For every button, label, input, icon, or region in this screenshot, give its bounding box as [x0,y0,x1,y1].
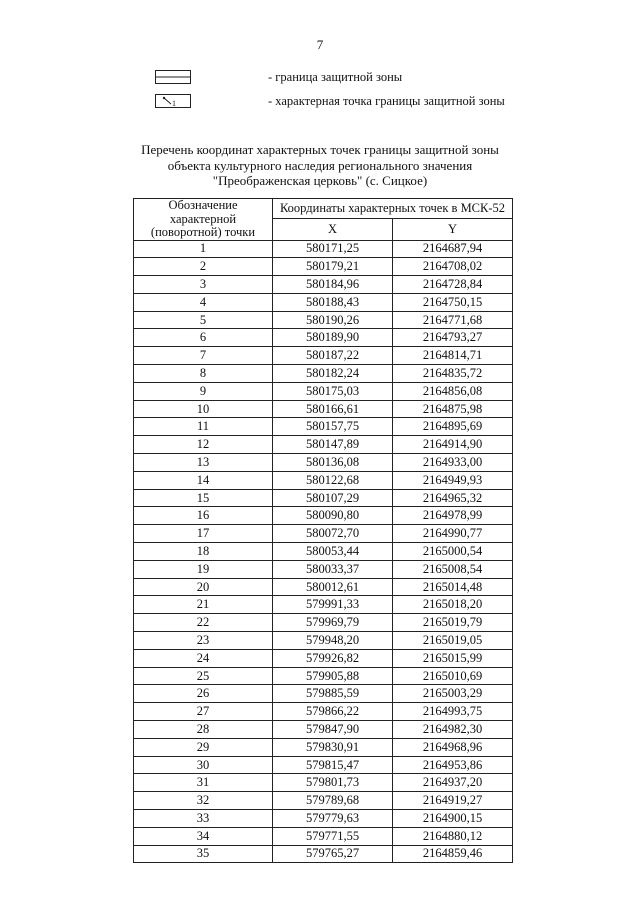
x-coordinate-cell: 579815,47 [273,756,393,774]
table-row [134,614,513,632]
table-row [134,276,513,294]
y-coordinate-cell: 2164895,69 [393,418,513,436]
y-coordinate-cell: 2164968,96 [393,738,513,756]
x-coordinate-cell: 580189,90 [273,329,393,347]
x-coordinate-cell: 579926,82 [273,649,393,667]
y-coordinate-cell: 2164953,86 [393,756,513,774]
page-number: 7 [316,37,324,52]
y-coordinate-cell: 2164856,08 [393,382,513,400]
table-row [134,382,513,400]
point-number-cell: 14 [134,471,273,489]
x-coordinate-cell: 579847,90 [273,721,393,739]
point-number-cell: 3 [134,276,273,294]
point-number-cell: 21 [134,596,273,614]
table-row [134,560,513,578]
x-coordinate-cell: 579885,59 [273,685,393,703]
x-coordinate-cell: 580179,21 [273,258,393,276]
x-coordinate-cell: 580122,68 [273,471,393,489]
point-number-cell: 27 [134,703,273,721]
x-coordinate-cell: 579969,79 [273,614,393,632]
point-number-cell: 6 [134,329,273,347]
x-coordinate-cell: 580033,37 [273,560,393,578]
point-number-cell: 2 [134,258,273,276]
y-coordinate-cell: 2165018,20 [393,596,513,614]
y-coordinate-cell: 2164965,32 [393,489,513,507]
point-number-cell: 20 [134,578,273,596]
table-body [134,240,513,863]
point-number-cell: 9 [134,382,273,400]
table-row [134,507,513,525]
x-coordinate-cell: 580190,26 [273,311,393,329]
table-row [134,721,513,739]
table-row [134,293,513,311]
y-coordinate-cell: 2164914,90 [393,436,513,454]
x-coordinate-cell: 580187,22 [273,347,393,365]
point-number-cell: 25 [134,667,273,685]
table-row [134,685,513,703]
y-coordinate-cell: 2164949,93 [393,471,513,489]
x-coordinate-cell: 580053,44 [273,543,393,561]
heading-line-3: "Преображенская церковь" (с. Сицкое) [212,173,428,188]
point-number-cell: 31 [134,774,273,792]
x-coordinate-cell: 579789,68 [273,792,393,810]
heading-line-2: объекта культурного наследия регионального значения [167,157,473,173]
y-coordinate-cell: 2165015,99 [393,649,513,667]
point-number-cell: 33 [134,810,273,828]
table-row [134,240,513,258]
table-row [134,258,513,276]
point-number-cell: 11 [134,418,273,436]
table-row [134,792,513,810]
y-coordinate-cell: 2164900,15 [393,810,513,828]
point-number-cell: 5 [134,311,273,329]
table-row [134,578,513,596]
x-coordinate-cell: 580175,03 [273,382,393,400]
y-coordinate-cell: 2165019,05 [393,632,513,650]
point-number-cell: 4 [134,293,273,311]
x-coordinate-cell: 579948,20 [273,632,393,650]
table-row [134,667,513,685]
y-coordinate-cell: 2164982,30 [393,721,513,739]
y-coordinate-cell: 2165019,79 [393,614,513,632]
x-coordinate-cell: 580090,80 [273,507,393,525]
y-coordinate-cell: 2164771,68 [393,311,513,329]
table-row [134,649,513,667]
table-row [134,418,513,436]
boundary-line-icon [155,70,191,83]
point-number-cell: 1 [134,240,273,258]
header-y: Y [393,218,513,240]
x-coordinate-cell: 580188,43 [273,293,393,311]
table-row [134,311,513,329]
legend-item-point [0,94,640,110]
point-number-cell: 10 [134,400,273,418]
point-number-cell: 26 [134,685,273,703]
table-row [134,845,513,863]
table-row [134,703,513,721]
point-number-cell: 29 [134,738,273,756]
table-row [134,525,513,543]
x-coordinate-cell: 580166,61 [273,400,393,418]
table-row [134,596,513,614]
y-coordinate-cell: 2165003,29 [393,685,513,703]
table-row [134,756,513,774]
y-coordinate-cell: 2164708,02 [393,258,513,276]
y-coordinate-cell: 2165014,48 [393,578,513,596]
legend-text-point: - характерная точка границы защитной зоны [268,94,505,108]
point-number-cell: 28 [134,721,273,739]
x-coordinate-cell: 580157,75 [273,418,393,436]
x-coordinate-cell: 579765,27 [273,845,393,863]
point-number-cell: 7 [134,347,273,365]
y-coordinate-cell: 2165008,54 [393,560,513,578]
point-symbol-label: 1 [172,99,176,108]
y-coordinate-cell: 2165010,69 [393,667,513,685]
point-number-cell: 35 [134,845,273,863]
y-coordinate-cell: 2164990,77 [393,525,513,543]
header-coordinates: Координаты характерных точек в МСК-52 [273,199,513,219]
y-coordinate-cell: 2164933,00 [393,454,513,472]
table-row [134,774,513,792]
table-row [134,632,513,650]
heading-line-1: Перечень координат характерных точек границы защитной зоны [141,142,499,157]
point-number-cell: 34 [134,827,273,845]
x-coordinate-cell: 580012,61 [273,578,393,596]
table-row [134,827,513,845]
y-coordinate-cell: 2164978,99 [393,507,513,525]
point-number-cell: 24 [134,649,273,667]
y-coordinate-cell: 2165000,54 [393,543,513,561]
x-coordinate-cell: 580107,29 [273,489,393,507]
point-number-cell: 19 [134,560,273,578]
document-heading [0,142,640,189]
table-row [134,471,513,489]
table-row [134,329,513,347]
x-coordinate-cell: 579830,91 [273,738,393,756]
y-coordinate-cell: 2164993,75 [393,703,513,721]
table-row [134,454,513,472]
y-coordinate-cell: 2164875,98 [393,400,513,418]
x-coordinate-cell: 579779,63 [273,810,393,828]
x-coordinate-cell: 580171,25 [273,240,393,258]
y-coordinate-cell: 2164728,84 [393,276,513,294]
point-number-cell: 32 [134,792,273,810]
table-row [134,810,513,828]
table-row [134,738,513,756]
point-number-cell: 22 [134,614,273,632]
point-number-cell: 30 [134,756,273,774]
coordinates-table [133,198,513,863]
legend-text-boundary: - граница защитной зоны [268,70,403,84]
table-row [134,365,513,383]
y-coordinate-cell: 2164687,94 [393,240,513,258]
y-coordinate-cell: 2164793,27 [393,329,513,347]
point-number-cell: 8 [134,365,273,383]
table-row [134,543,513,561]
x-coordinate-cell: 579866,22 [273,703,393,721]
y-coordinate-cell: 2164937,20 [393,774,513,792]
y-coordinate-cell: 2164814,71 [393,347,513,365]
point-number-cell: 12 [134,436,273,454]
x-coordinate-cell: 580184,96 [273,276,393,294]
x-coordinate-cell: 579771,55 [273,827,393,845]
y-coordinate-cell: 2164750,15 [393,293,513,311]
x-coordinate-cell: 579991,33 [273,596,393,614]
characteristic-point-icon [155,94,191,107]
x-coordinate-cell: 580072,70 [273,525,393,543]
x-coordinate-cell: 580147,89 [273,436,393,454]
header-point-designation: Обозначение характерной (поворотной) точки [134,199,273,241]
x-coordinate-cell: 580136,08 [273,454,393,472]
point-number-cell: 23 [134,632,273,650]
x-coordinate-cell: 579801,73 [273,774,393,792]
y-coordinate-cell: 2164919,27 [393,792,513,810]
point-number-cell: 13 [134,454,273,472]
y-coordinate-cell: 2164859,46 [393,845,513,863]
point-number-cell: 17 [134,525,273,543]
header-x: X [273,218,393,240]
point-number-cell: 18 [134,543,273,561]
table-row [134,400,513,418]
y-coordinate-cell: 2164880,12 [393,827,513,845]
point-number-cell: 16 [134,507,273,525]
x-coordinate-cell: 579905,88 [273,667,393,685]
table-row [134,347,513,365]
x-coordinate-cell: 580182,24 [273,365,393,383]
table-row [134,436,513,454]
table-row [134,489,513,507]
legend-item-boundary [0,70,640,86]
y-coordinate-cell: 2164835,72 [393,365,513,383]
point-number-cell: 15 [134,489,273,507]
